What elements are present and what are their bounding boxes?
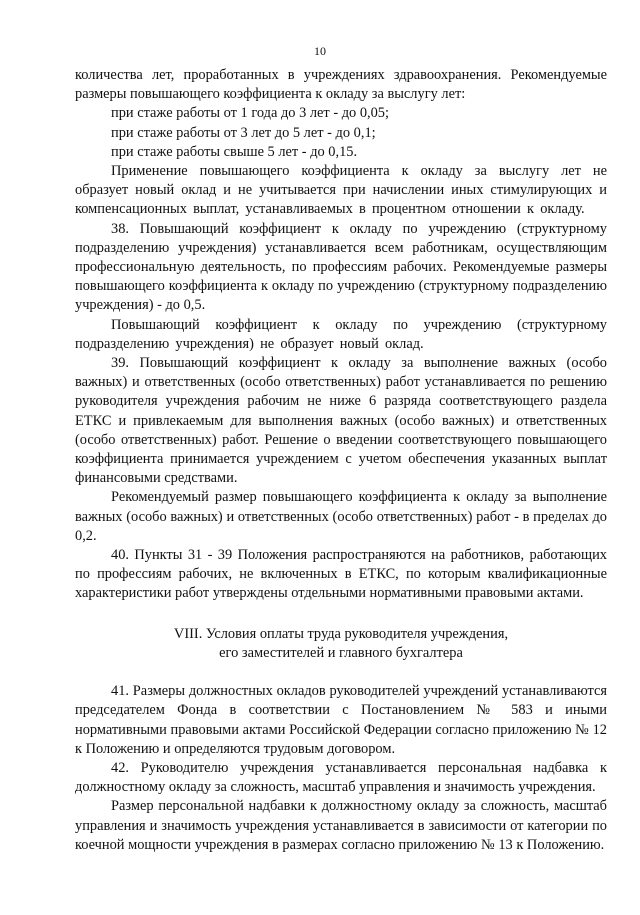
paragraph-42-note: Размер персональной надбавки к должностному окладу за сложность, масштаб управления и значимость учреждения устанавливается в зависимости от категории по коечной мощности учреждения в размерах согласно приложению № 13 к Положению. [75,798,607,853]
paragraph-38: 38. Повышающий коэффициент к окладу по учреждению (структурному подразделению учреждения) устанавливается всем работникам, осуществляющим профессиональную деятельность, по профессиям рабочих. Рекомендуемые размеры повышающего коэффициента к окладу по учреждению (структурному подразделению учреждения) - до 0,5. [75,220,607,314]
document-body [75,66,607,855]
list-item-seniority-1: при стаже работы от 1 года до 3 лет - до 0,05; [111,105,390,122]
paragraph-41: 41. Размеры должностных окладов руководителей учреждений устанавливаются председателем Фонда в соответствии с Постановлением № 583 и иными нормативными правовыми актами Российской Федерации согласно приложению № 12 к Положению и определяются трудовым договором. [75,683,607,757]
list-item-seniority-3: при стаже работы свыше 5 лет - до 0,15. [111,143,358,160]
section-8-title [75,625,607,663]
paragraph-38-note: Повышающий коэффициент к окладу по учреждению (структурному подразделению учреждения) не образует новый оклад. [75,316,607,352]
section-8-title-line-2: его заместителей и главного бухгалтера [219,644,463,661]
paragraph-39: 39. Повышающий коэффициент к окладу за выполнение важных (особо важных) и ответственных (особо ответственных) работ устанавливается по решению руководителя учреждения рабочим не ниже 6 разряда соответствующего раздела ЕТКС и привлекаемым для выполнения важных (особо важных) и ответственных (особо ответственных) работ. Решение о введении соответствующего повышающего коэффициента принимается учреждением с учетом обеспечения указанных выплат финансовыми средствами. [75,355,607,487]
page-number: 10 [314,44,326,58]
paragraph-seniority-application: Применение повышающего коэффициента к окладу за выслугу лет не образует новый оклад и не учитывается при начислении иных стимулирующих и компенсационных выплат, устанавливаемых в процентном отношении к окладу. [75,163,607,218]
paragraph-39-note: Рекомендуемый размер повышающего коэффициента к окладу за выполнение важных (особо важных) и ответственных (особо ответственных) работ - в пределах до 0,2. [75,489,607,544]
section-8-title-line-1: VIII. Условия оплаты труда руководителя учреждения, [173,625,509,642]
paragraph-42: 42. Руководителю учреждения устанавливается персональная надбавка к должностному окладу за сложность, масштаб управления и значимость учреждения. [75,759,607,796]
list-item-seniority-2: при стаже работы от 3 лет до 5 лет - до 0,1; [111,124,376,141]
paragraph-seniority-intro: количества лет, проработанных в учреждениях здравоохранения. Рекомендуемые размеры повышающего коэффициента к окладу за выслугу лет: [75,67,607,103]
paragraph-40: 40. Пункты 31 - 39 Положения распространяются на работников, работающих по профессиям рабочих, не включенных в ЕТКС, по которым квалификационные характеристики работ утверждены отдельными нормативными правовыми актами. [75,547,607,602]
